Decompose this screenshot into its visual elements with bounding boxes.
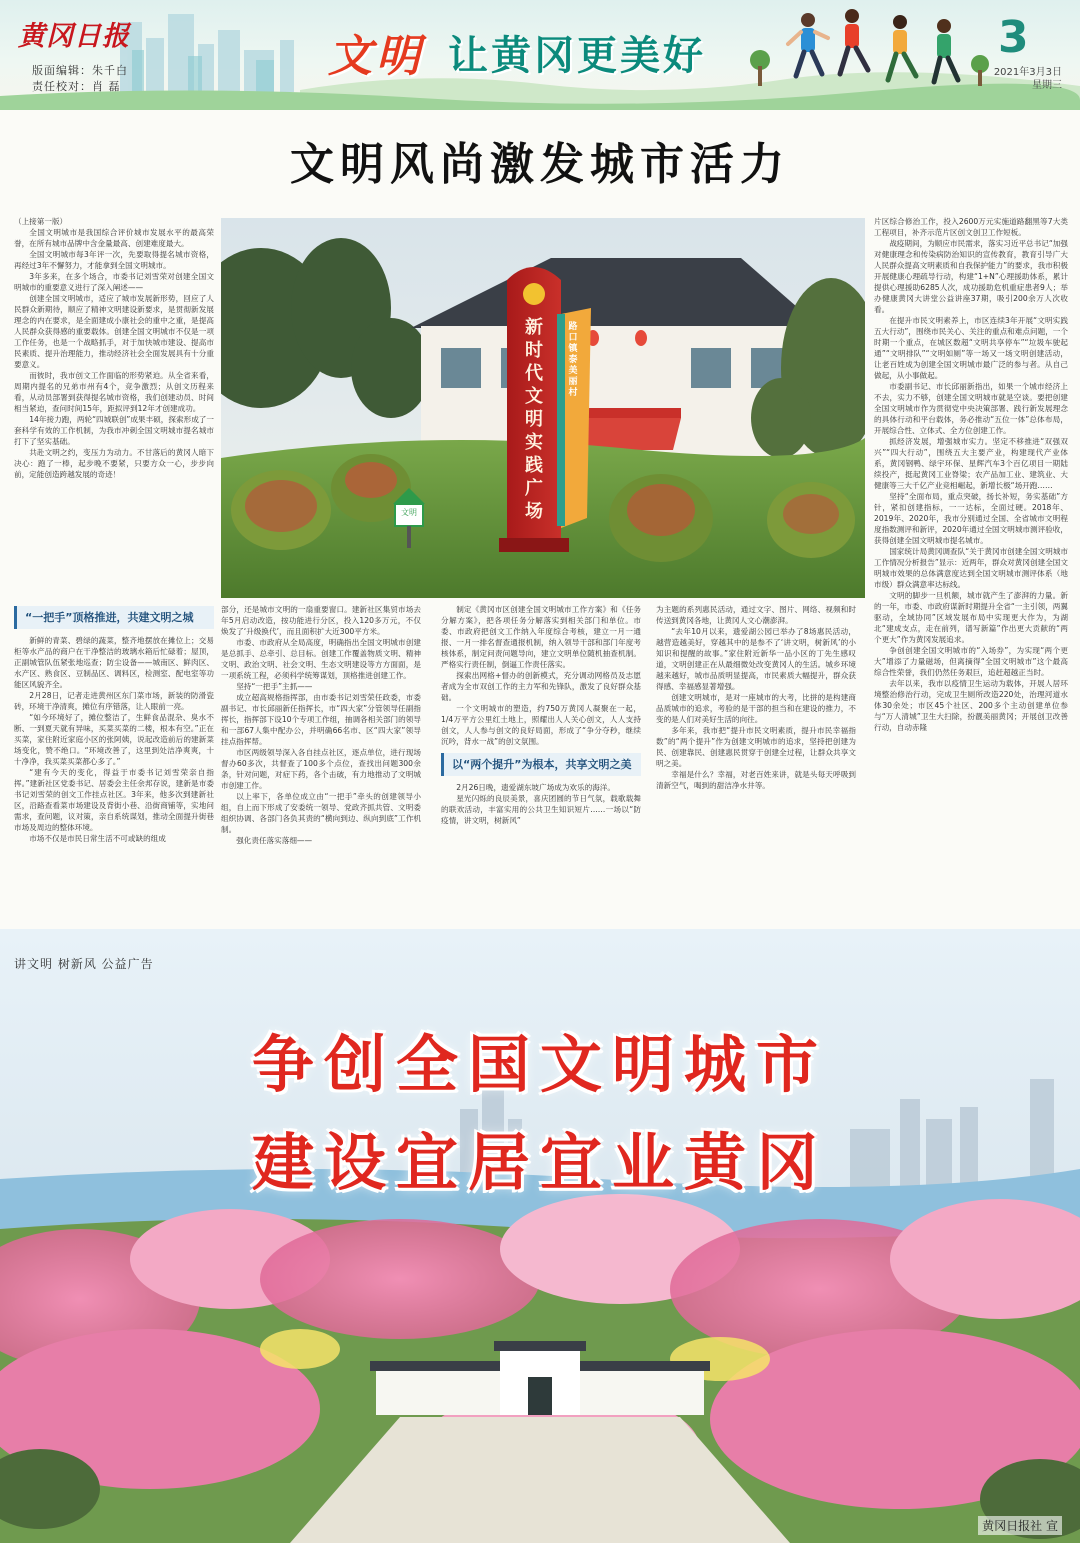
article-column-1-bottom [14, 600, 214, 908]
article-column-3 [441, 604, 641, 908]
paragraph: 新鲜的青菜、碧绿的蔬菜，整齐地摆放在摊位上；交易柜等水产品的商户在干净整洁的玻璃水箱后忙碌着；屋顶，正副城管队伍紧张地巡查；防尘设备——城南区、鲜肉区、水产区、熟食区、豆制品区、调料区，检测室、配电室等功能区风貌齐全。 [14, 636, 214, 689]
article-column-5 [874, 216, 1068, 908]
paragraph: 一个文明城市的塑造，约750万黄冈人凝聚在一起，1/4万平方公里红土地上，照耀出人人关心创文，人人支持创文，人人参与创文的良好局面，形成了“争分夺秒，继续沉吟，背水一战”的创文氛围。 [441, 704, 641, 746]
paragraph: 星光闪烁的良辰美景，喜庆团圆的节日气氛，载歌载舞的联欢活动，丰富实用的公共卫生知识短片……一场以“防疫情，讲文明，树新风” [441, 794, 641, 825]
issue-date-block [994, 66, 1062, 92]
paragraph: 探索出网格+督办的创新模式，充分调动网格员及志愿者成为全市双创工作的主力军和先锋队，激发了良好群众基础。 [441, 671, 641, 702]
paragraph: 创建全国文明城市，适应了城市发展新形势，回应了人民群众新期待，顺应了精神文明建设新要求，是贯彻新发展理念的内在要求，是全面建成小康社会的重中之重，是提高人民群众获得感的重要载体。创建全国文明城市不仅是一项工作任务，也是一个战略抓手，对于加快城市建设、提高市民素质、提升治理能力，推动经济社会全面发展具有十分重要意义。 [14, 294, 214, 369]
party-emblem-icon [523, 283, 545, 305]
paragraph: 强化责任落实落细—— [236, 836, 313, 845]
section-subhead: 以“两个提升”为根本，共享文明之美 [441, 753, 641, 776]
paragraph: 坚持“一把手”主抓—— [236, 682, 313, 691]
ad-credit: 黄冈日报社 宣 [978, 1516, 1062, 1535]
paragraph: 市区两级领导深入各自挂点社区，逐点单位，进行现场督办60多次，共督查了100多个点位，查找出问题300余条，针对问题，对症下药，各个击破，有力地推动了文明城市创建工作。 [221, 748, 421, 790]
paragraph: 多年来，我市把“提升市民文明素质，提升市民幸福指数”的“两个提升”作为创建文明城市的追求，坚持把创建为民、创建靠民、创建惠民贯穿于创建全过程，让群众共享文明之美。 [656, 726, 856, 768]
proofreader-credit: 责任校对：肖 磊 [32, 80, 121, 93]
slogan-word: 文明 [328, 31, 424, 82]
paragraph: 争创创建全国文明城市的“入场券”，为实现“两个更大”增添了力量磁场，但离摘得“全国文明城市”这个最高综合性荣誉，我们仍然任务艰巨，追赶超越正当时。 [874, 646, 1068, 677]
paragraph: “去年10月以来，遗爱湖公园已举办了8场惠民活动，越营造越美好，穿越其中的是参不了‘讲文明，树新风’的小知识和提醒的故事。”家住附近新华一品小区的丁先生感叹道，文明创建正在从最细微处改变黄冈人的生活。城乡环境越来越好，城市品质明显提高，市民素质大幅提升，群众获得感、幸福感显著增强。 [656, 627, 856, 691]
ad-label: 讲文明 树新风 公益广告 [14, 957, 154, 971]
issue-date: 2021年3月3日 [993, 67, 1062, 78]
paragraph: 制定《黄冈市区创建全国文明城市工作方案》和《任务分解方案》，把各项任务分解落实到相关部门和单位。市委、市政府把创文工作纳入年度综合考核，建立一月一通报、一月一排名督查通报机制，纳入领导干部和部门年度考核体系，制定问责问题导向，建立文明单位随机抽查机制。严格实行责任制，倒逼工作责任落实。 [441, 605, 641, 669]
paragraph: 幸福是什么？幸福，对老百姓来讲，就是头每天呼吸到清新空气，喝到的甜洁净水井等。 [656, 770, 856, 790]
paragraph: “建有今天的变化，得益于市委书记刘雪荣亲自指挥。”建新社区党委书记、居委会主任余邦存说，建新是市委书记刘雪荣的创文工作挂点社区。3年来，他多次到建新社区，沿路查看菜市场建设及背街小巷、沿街商铺等，实地问需求，查问题，议对策，亲自系统谋划，推动全面提升街巷市场及周边的整体环境。 [14, 768, 214, 832]
public-service-ad [0, 929, 1080, 1543]
masthead [0, 0, 1080, 110]
paragraph: 共赴文明之约，变压力为动力。不甘落后的黄冈人暗下决心：跑了一棒，起步晚不要紧，只要方众一心，步步向前，定能创造跨越发展的奇迹！ [14, 448, 214, 479]
paragraph: 2月26日晚，遗爱湖东坡广场成为欢乐的海洋。 [456, 783, 615, 792]
paragraph: 在提升市民文明素养上，市区连续3年开展“文明实践五大行动”，围绕市民关心、关注的重点和难点问题，一个时期一个重点，在城区数超“文明共享停车”“垃圾车驶起通”“文明排队”“文明如厕”等一场又一场文明创建活动，让老百姓成为创建全国文明城市最广泛的参与者。从自己做起，从小事做起。 [874, 316, 1068, 380]
section-subhead: “一把手”顶格推进，共建文明之城 [14, 606, 214, 629]
paragraph: 去年以来，我市以疫情卫生运动为载体，开展人居环境整治修治行动，完成卫生厕所改造220处，治理河道水体30余处；市区45个社区、200多个主动创建单位参与“万人清城”卫生大扫除，扮靓美丽黄冈；开展创卫改善行动，自动赤隆 [874, 679, 1068, 732]
paragraph: 为主题的系列惠民活动，通过文字、图片、网络、视频和时传送到黄冈各地，让黄冈人文心潮澎湃。 [656, 605, 856, 625]
paper-name: 黄冈日报 [18, 21, 130, 52]
paragraph: 全国文明城市是我国综合评价城市发展水平的最高荣誉，在所有城市品牌中含金量最高、创建难度最大。 [14, 228, 214, 248]
editor-credit: 版面编辑：朱千白 [32, 64, 128, 77]
paragraph: 3年多来，在多个场合，市委书记刘雪荣对创建全国文明城市的重要意义进行了深入阐述—— [14, 272, 214, 292]
paragraph: 坚持“全面布局，重点突破，扬长补短，务实基础”方针，紧扣创建指标，一一达标，全面过硬。2018年、2019年、2020年，我市分别通过全国、全省城市文明程度指数测评和新评，2020年通过全国文明城市测评验收，获得创建全国文明城市提名城市。 [874, 492, 1068, 545]
issue-weekday: 星期三 [1032, 80, 1062, 91]
paragraph: （上接第一版） [14, 217, 68, 226]
paragraph: 成立超高规格指挥部，由市委书记刘雪荣任政委，市委副书记、市长邱丽新任指挥长，市“四大家”分管领导任副指挥长，指挥部下设10个专项工作组，抽调各相关部门的领导和一部67人集中配办公，并明确66名市、区“四大家”领导挂点指挥帮。 [221, 693, 421, 746]
paragraph: 文明的脚步一旦机额，城市就产生了澎湃的力量。新的一年，市委、市政府谋新时期提升全省“一主引领，两翼驱动，全域协同”区域发展布局中实现更大作为，为湖北“建成支点，走在前列，谱写新篇”作出更大贡献的“两个更大”作为黄冈发展追求。 [874, 591, 1068, 644]
article-headline: 文明风尚激发城市活力 [290, 139, 790, 190]
article-column-1-top [14, 216, 214, 596]
paragraph: “如今环境好了，摊位整洁了，生鲜食品混杂、臭水不断、一到夏天就有异味，买菜买菜的二楼，根本有空。”正在买菜，家住附近家庭小区的张阿姨，说起改造前后的建新菜场变化，赞不绝口。“环境改善了，这里到处洁净爽爽，十十净净，我买菜买菜都心多了。” [14, 713, 214, 766]
paragraph: 市场不仅是市民日常生活不可或缺的组成 [29, 834, 166, 843]
ad-slogan-line-1: 争创全国文明城市 [251, 1028, 828, 1101]
small-sign-text: 文明 [401, 508, 417, 517]
main-photo [221, 218, 865, 598]
paragraph: 战疫期间，为顺应市民需求，落实习近平总书记“加强对健康理念和传染病防治知识的宣传教育，教育引导广大人民群众提高文明素质和自我保护能力”的要求，我市积极开展健康心理疏导行动，构建“1+N”心理援助体系，累计提供心理援助6285人次，成功援助危机重症患者9人；举办健康黄冈大讲堂公益讲座37期，吸引200余万人次收看。 [874, 239, 1068, 314]
paragraph: 国家统计局黄冈调查队“关于黄冈市创建全国文明城市工作情况分析报告”显示：近两年，群众对黄冈创建全国文明城市效果的总体满意度达到全国文明城市测评体系（地市级）群众满意率达标线。 [874, 547, 1068, 589]
paragraph: 2月28日，记者走进黄州区东门菜市场，新装的防滑瓷砖，环境干净清爽，摊位有序错落，让人眼前一亮。 [14, 691, 214, 711]
article-column-2 [221, 604, 421, 908]
paragraph: 14年接力跑，两轮“四城联创”成果丰硕，探索形成了一套科学有效的工作机制，为我市冲刺全国文明城市提名城市打下了坚实基础。 [14, 415, 214, 446]
runners-illustration [788, 9, 958, 82]
paragraph: 市委、市政府从全局高度，明确指出全国文明城市创建是总抓手、总牵引、总目标。创建工作覆盖物质文明、精神文明、政治文明、社会文明、生态文明建设等方方面面，是一项系统工程，必须科学统筹谋划，顶格推进创建工作。 [221, 638, 421, 680]
paragraph: 而彼时，我市创文工作面临的形势紧迫。从全省来看，周期内提名的兄弟市州有4个，竞争激烈；从创文历程来看，从动员部署到获得提名城市资格，我们创建动员、时间相当紧迫，查问时间15年，距拟评到12年才创建成功。 [14, 371, 214, 413]
paragraph: 片区综合修治工作，投入2600万元实施道路翻黑等7大类工程项目，补齐示范片区创文创卫工作短板。 [874, 217, 1068, 237]
paragraph: 全国文明城市每3年评一次，先要取得提名城市资格，再经过3年不懈努力，才能拿到全国文明城市。 [14, 250, 214, 270]
sign-side-text: 路口镇泰美丽村 [568, 322, 578, 398]
paragraph: 抓经济发展，增强城市实力。坚定不移推进“双强双兴”“四大行动”，围绕五大主要产业，构建现代产业体系，黄冈钢鸭、绿宇环保、星辉汽车3个百亿项目一期陆续投产，挺起黄冈工业脊梁；农产品加工业、建筑业、大健康等三大千亿产业竞相崛起，新增长极“场开跑…… [874, 437, 1068, 490]
sign-title: 新时代文明实践广场 [525, 317, 543, 522]
paragraph: 部分，还是城市文明的一扇重要窗口。建新社区集贸市场去年5月启动改造，按功能进行分区，投入120多万元，不仅焕发了‘升级换代’，而且面积扩大近300平方米。 [221, 605, 421, 636]
slogan-phrase: 让黄冈更美好 [448, 33, 706, 79]
page-number: 3 [998, 12, 1029, 63]
paragraph: 以上率下，各单位成立由“一把手”牵头的创建领导小组，自上而下形成了安委统一领导、党政齐抓共管、文明委组织协调、各部门各负其责的“横向到边、纵向到底”工作机制。 [221, 792, 421, 834]
article-column-4 [656, 604, 856, 908]
paragraph: 创建文明城市，是对一座城市的大考，比拼的是构建商品质城市的追求，考验的是干部的担当和在建设的推力，不变的是人们对美好生活的向往。 [656, 693, 856, 724]
paragraph: 市委副书记、市长邱丽新指出，如果一个城市经济上不去，实力不够，创建全国文明城市就是空谈。要把创建全国文明城市作为贯彻党中央决策部署、践行新发展理念的具体行动和平台载体，务必推动“五位一体”总体布局，开展综合性、立体式、全方位创建工作。 [874, 382, 1068, 435]
ad-slogan-line-2: 建设宜居宜业黄冈 [251, 1126, 828, 1199]
